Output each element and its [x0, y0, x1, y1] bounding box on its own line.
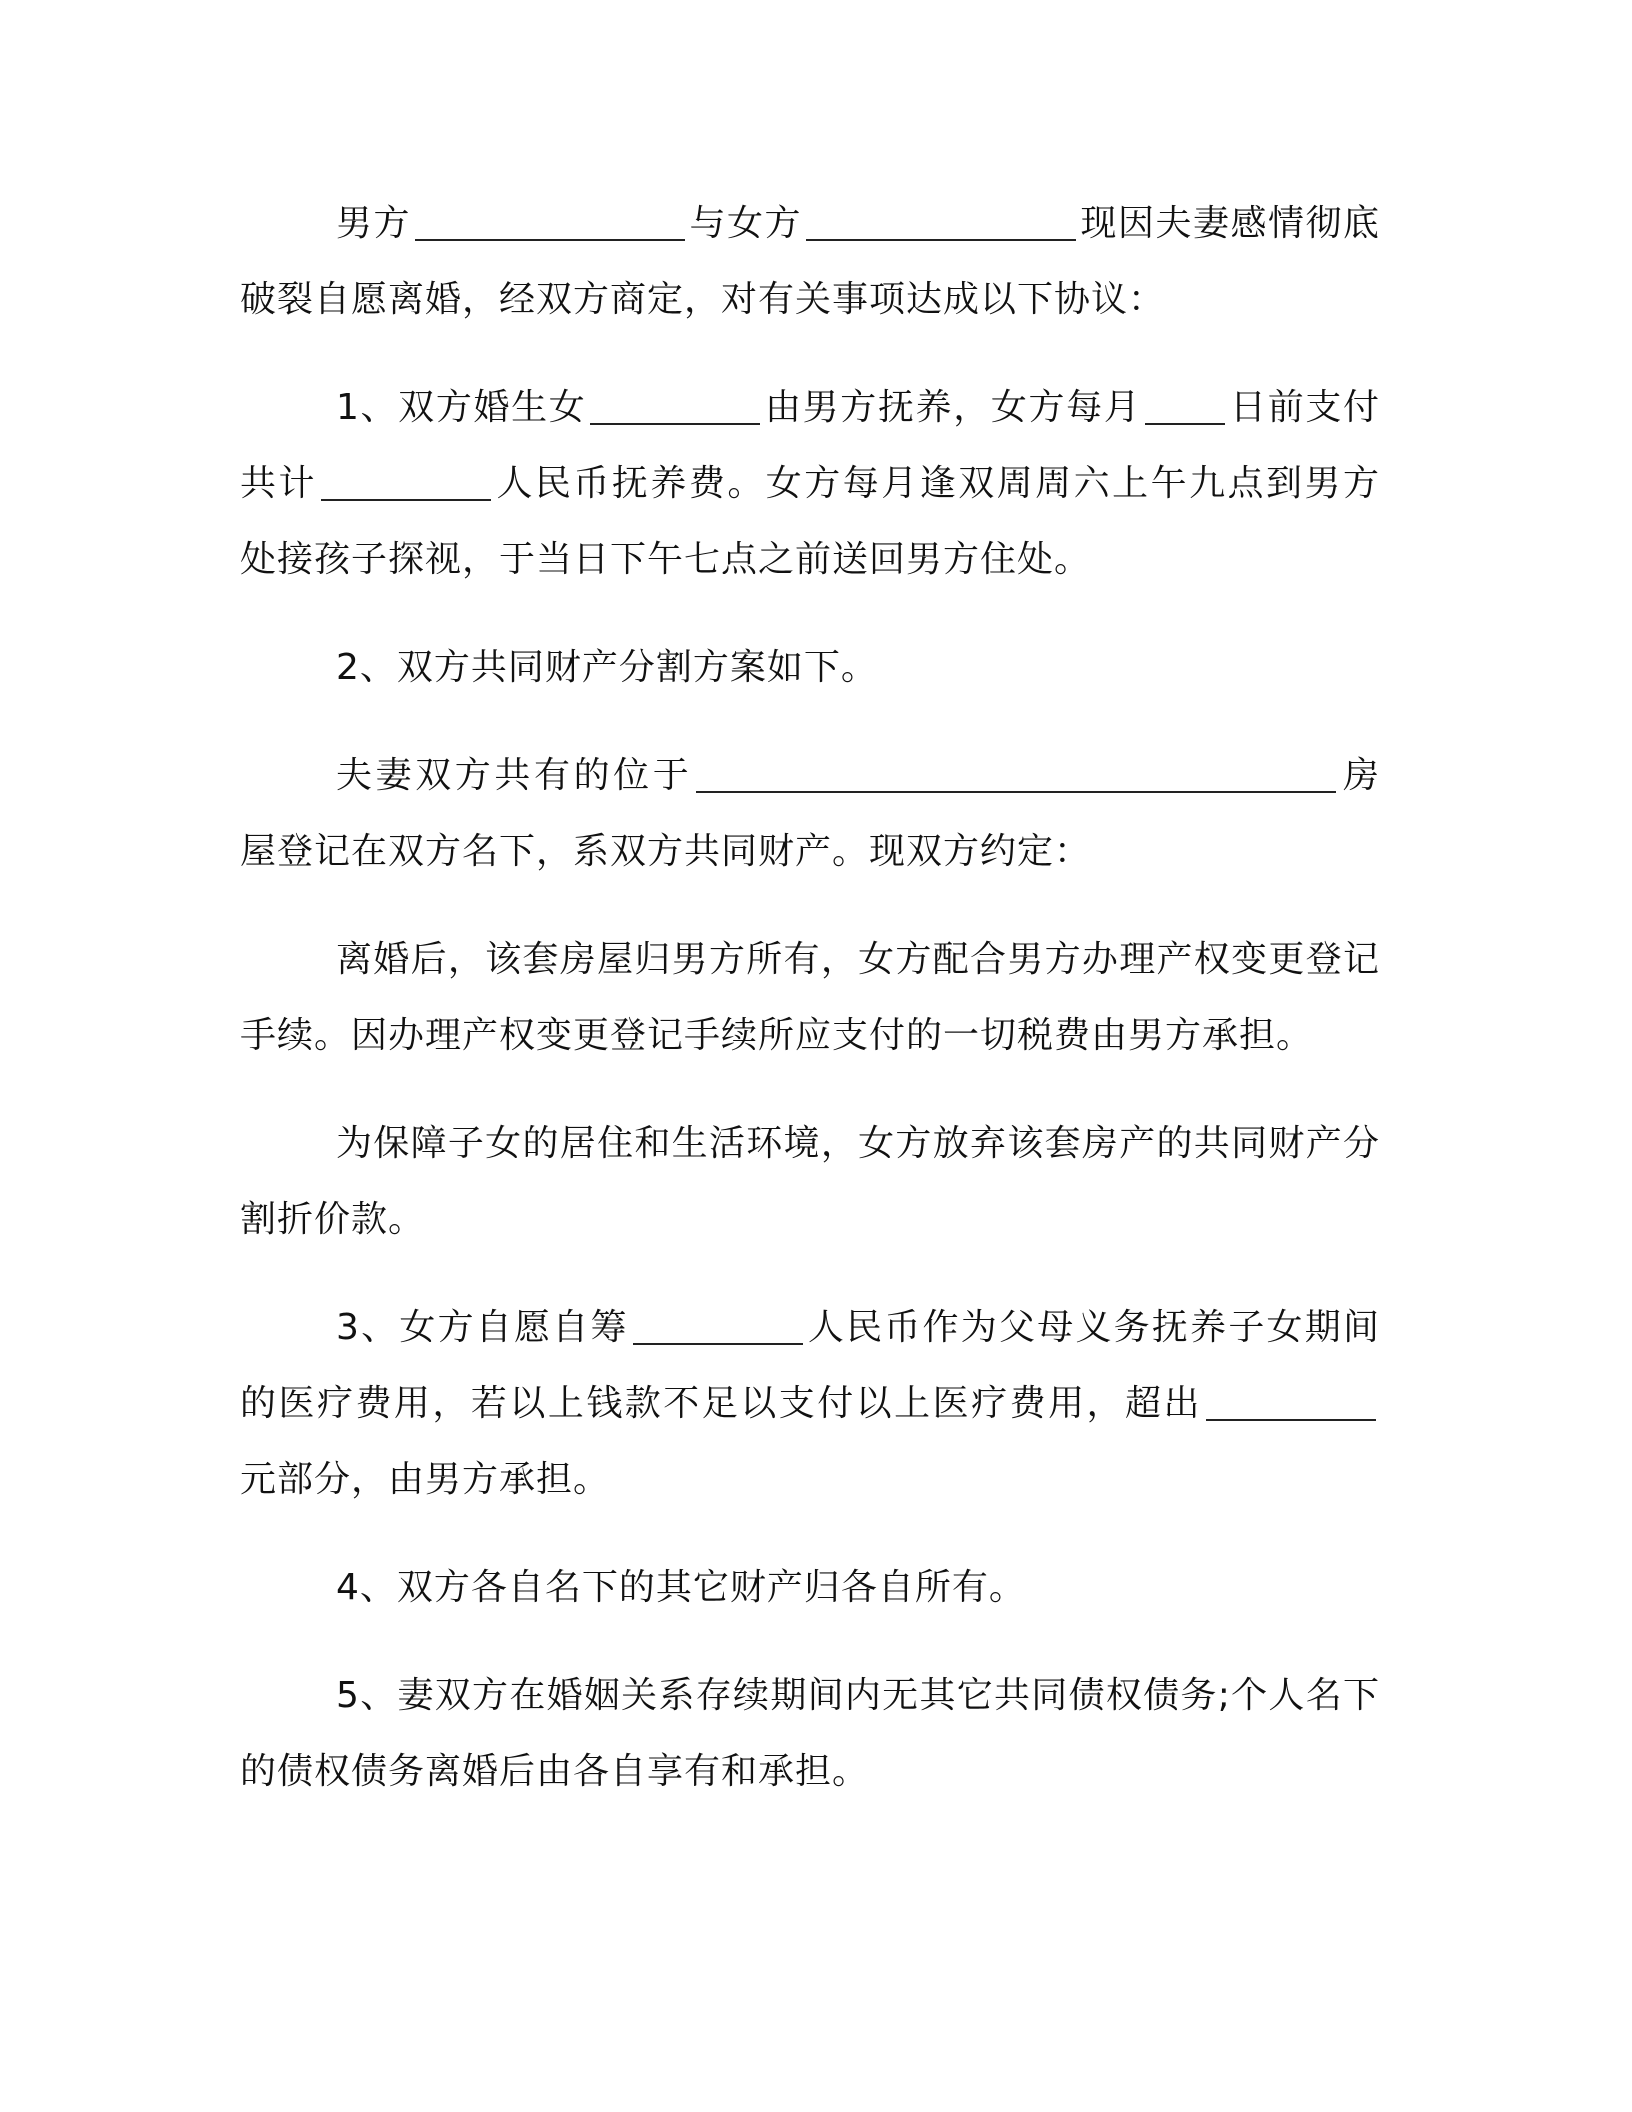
text-segment: 现因夫妻感情彻底破裂自愿离婚，经双方商定，对有关事项达成以下协议： — [240, 203, 1380, 320]
paragraph-wife-waiver: 为保障子女的居住和生活环境，女方放弃该套房产的共同财产分割折价款。 — [240, 1123, 1380, 1240]
agreement-body — [240, 186, 1380, 1842]
paragraph-clause-4: 4、双方各自名下的其它财产归各自所有。 — [336, 1567, 1026, 1608]
paragraph-property — [240, 738, 1380, 890]
husband-name-blank[interactable] — [415, 195, 685, 241]
paragraph-clause-3 — [240, 1290, 1380, 1518]
paragraph-clause-1 — [240, 370, 1380, 598]
wife-name-blank[interactable] — [806, 195, 1076, 241]
paragraph-clause-2: 2、双方共同财产分割方案如下。 — [336, 647, 878, 688]
text-segment: 与女方 — [689, 203, 802, 244]
support-amount-blank[interactable] — [321, 455, 491, 501]
text-segment: 日前支付共计 — [240, 387, 1380, 504]
text-segment: 由男方抚养，女方每月 — [764, 387, 1142, 428]
paragraph-intro — [240, 186, 1380, 338]
text-segment: 人民币抚养费。女方每月逢双周周六上午九点到男方处接孩子探视，于当日下午七点之前送回男方住处。 — [240, 463, 1380, 580]
excess-amount-blank[interactable] — [1206, 1375, 1376, 1421]
payment-day-blank[interactable] — [1145, 379, 1225, 425]
text-segment: 男方 — [336, 203, 411, 244]
text-segment: 人民币作为父母义务抚养子女期间的医疗费用，若以上钱款不足以支付以上医疗费用，超出 — [240, 1307, 1380, 1424]
text-segment: 夫妻双方共有的位于 — [336, 755, 693, 796]
text-segment: 元部分，由男方承担。 — [240, 1459, 611, 1500]
medical-fund-blank[interactable] — [633, 1299, 803, 1345]
child-name-blank[interactable] — [590, 379, 760, 425]
paragraph-clause-5: 5、妻双方在婚姻关系存续期间内无其它共同债权债务;个人名下的债权债务离婚后由各自享有和承担。 — [240, 1675, 1380, 1792]
text-segment: 房屋登记在双方名下，系双方共同财产。现双方约定： — [240, 755, 1380, 872]
paragraph-house-ownership: 离婚后，该套房屋归男方所有，女方配合男方办理产权变更登记手续。因办理产权变更登记手续所应支付的一切税费由男方承担。 — [240, 939, 1380, 1056]
text-segment: 3、女方自愿自筹 — [336, 1307, 629, 1348]
property-address-blank[interactable] — [696, 747, 1336, 793]
text-segment: 1、双方婚生女 — [336, 387, 587, 428]
